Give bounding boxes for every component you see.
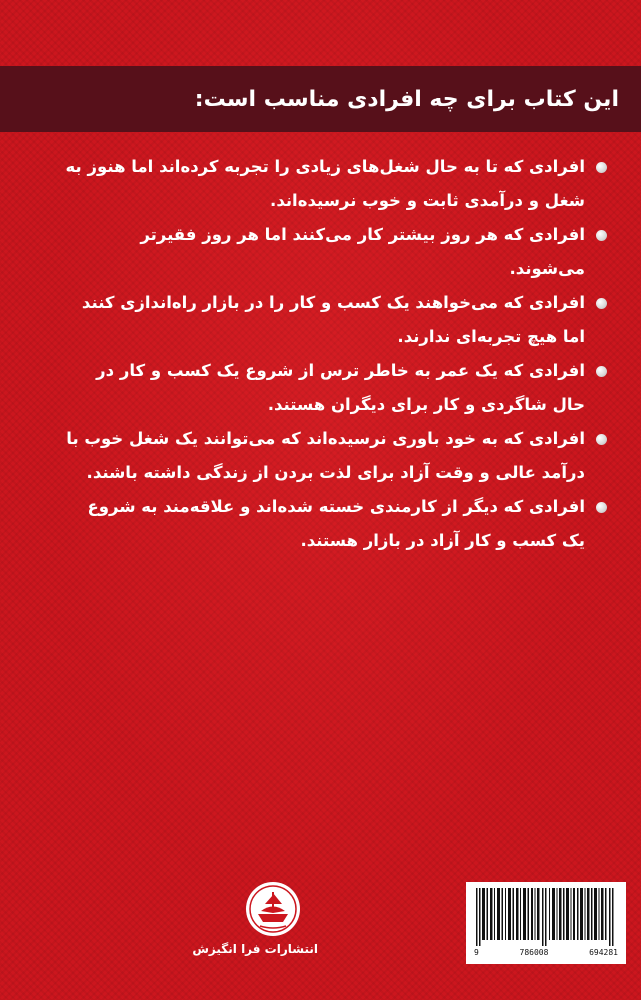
- isbn-barcode: [466, 882, 626, 964]
- header-band: [0, 66, 641, 132]
- list-item-text: افرادی که یک عمر به خاطر ترس از شروع یک کسب و کار در حال شاگردی و کار برای دیگران هستند.: [96, 361, 585, 414]
- list-item: [60, 286, 585, 354]
- bullet-dot-icon: [596, 298, 607, 309]
- bullet-dot-icon: [596, 230, 607, 241]
- bullet-dot-icon: [596, 434, 607, 445]
- list-item: [60, 150, 585, 218]
- cover-heading: این کتاب برای چه افرادی مناسب است:: [194, 86, 619, 112]
- list-item-text: افرادی که هر روز بیشتر کار می‌کنند اما هر روز فقیرتر می‌شوند.: [140, 225, 585, 278]
- barcode-digit-first: 9: [474, 948, 479, 957]
- barcode-digits: [474, 948, 618, 957]
- list-item-text: افرادی که دیگر از کارمندی خسته شده‌اند و علاقه‌مند به شروع یک کسب و کار آزاد در بازار هستند.: [87, 497, 585, 550]
- barcode-digit-group-2: 694281: [589, 948, 618, 957]
- list-item-text: افرادی که به خود باوری نرسیده‌اند که می‌توانند یک شغل خوب با درآمد عالی و وقت آزاد برای لذت بردن از زندگی داشته باشند.: [66, 429, 585, 482]
- list-item-text: افرادی که می‌خواهند یک کسب و کار را در بازار راه‌اندازی کنند اما هیچ تجربه‌ای ندارند.: [81, 293, 585, 346]
- publisher-block: [192, 880, 318, 956]
- list-item: [60, 218, 585, 286]
- list-item-text: افرادی که تا به حال شغل‌های زیادی را تجربه کرده‌اند اما هنوز به شغل و درآمدی ثابت و خوب نرسیده‌اند.: [65, 157, 585, 210]
- audience-list: [60, 150, 585, 558]
- publisher-name: انتشارات فرا انگیزش: [192, 942, 318, 956]
- barcode-bars: [474, 888, 618, 946]
- list-item: [60, 422, 585, 490]
- ship-book-emblem-icon: [244, 880, 302, 938]
- bullet-dot-icon: [596, 366, 607, 377]
- barcode-digit-group-1: 786008: [519, 948, 549, 957]
- list-item: [60, 354, 585, 422]
- list-item: [60, 490, 585, 558]
- bullet-dot-icon: [596, 162, 607, 173]
- bullet-dot-icon: [596, 502, 607, 513]
